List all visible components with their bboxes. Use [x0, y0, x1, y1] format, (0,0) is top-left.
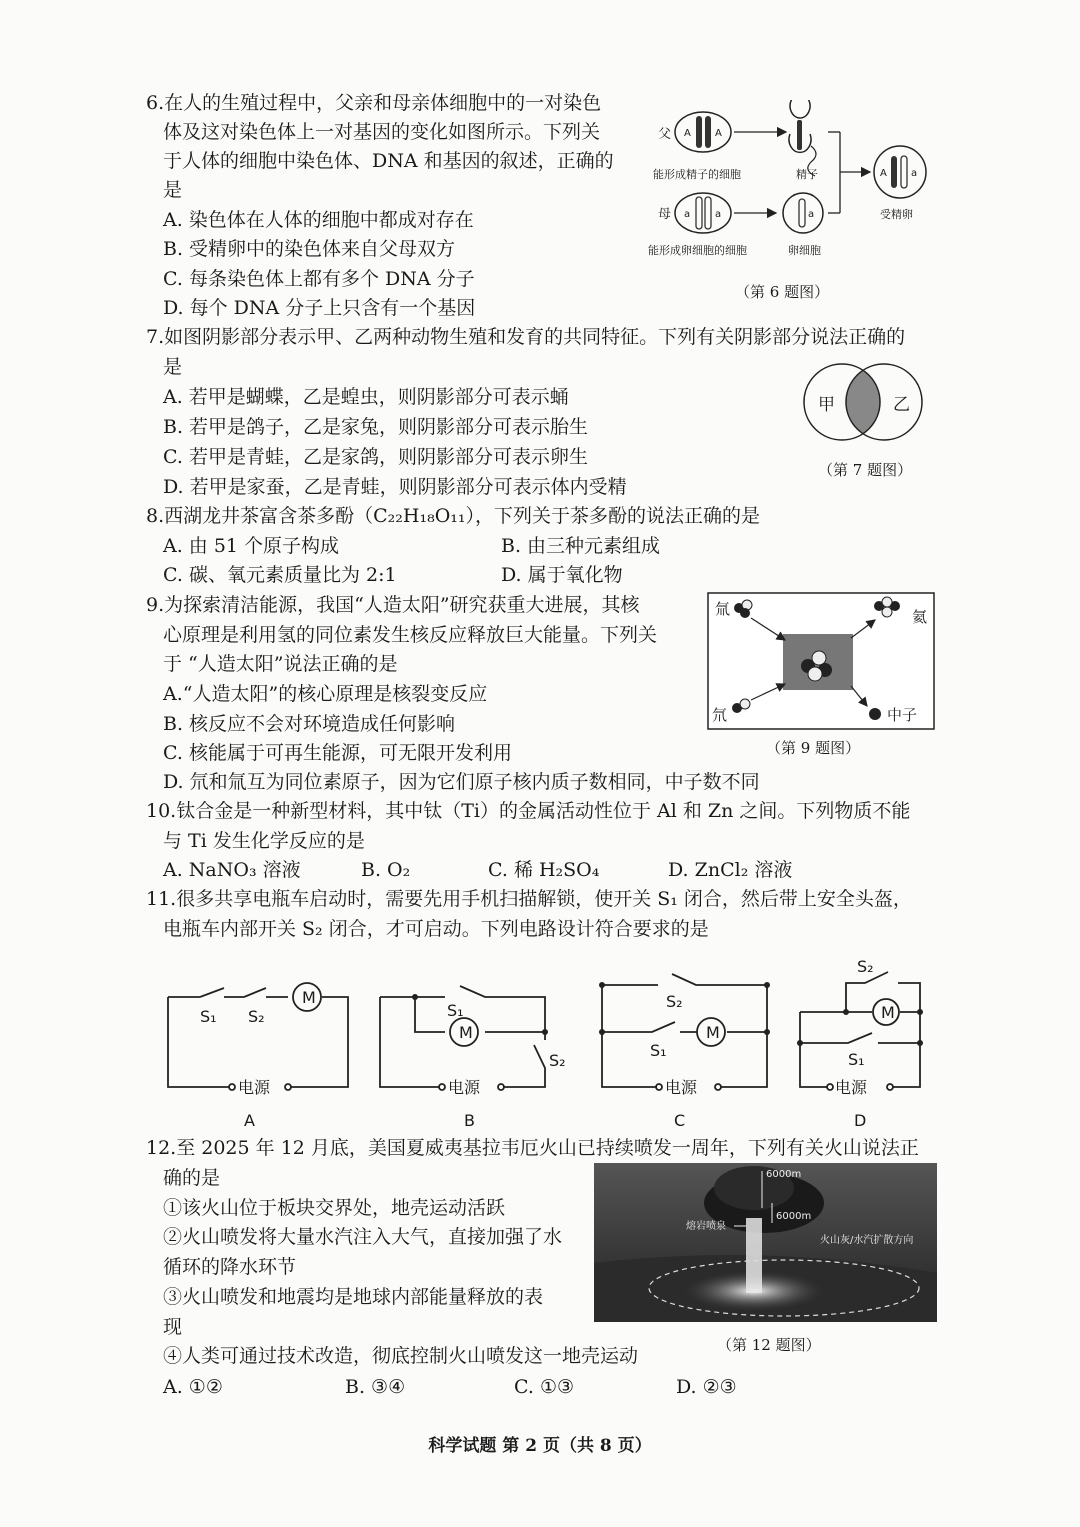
q12-lava-label: 熔岩喷泉 — [686, 1221, 726, 1232]
q9-option-d: D. 氘和氚互为同位素原子，因为它们原子核内质子数相同，中子数不同 — [163, 771, 760, 793]
q9-fusion-figure — [707, 592, 935, 730]
q12-line: 12.至 2025 年 12 月底，美国夏威夷基拉韦厄火山已持续喷发一周年，下列有关火山说法正 — [146, 1137, 919, 1159]
q6-mother-label: 母 — [658, 207, 672, 222]
q9-option-c: C. 核能属于可再生能源，可无限开发利用 — [163, 742, 512, 764]
q7-line: 7.如图阴影部分表示甲、乙两种动物生殖和发育的共同特征。下列有关阴影部分说法正确的 — [146, 326, 906, 348]
q11-b-s1: S₁ — [447, 1001, 464, 1020]
q10-option-b: B. O₂ — [361, 859, 411, 881]
q8-option-b: B. 由三种元素组成 — [501, 535, 661, 557]
q12-option-b: B. ③④ — [345, 1376, 406, 1398]
q6-sperm-label: 精子 — [796, 168, 818, 181]
q8-option-c: C. 碳、氧元素质量比为 2:1 — [163, 564, 397, 586]
q6-father-label: 父 — [658, 127, 672, 142]
q12-lava-fountain — [746, 1218, 762, 1293]
q12-statement-2: ②火山喷发将大量水汽注入大气，直接加强了水 — [163, 1226, 563, 1248]
gene-label: a — [808, 209, 815, 220]
q10-option-d: D. ZnCl₂ 溶液 — [668, 859, 793, 881]
q11-choice-d: D — [854, 1111, 867, 1130]
q9-helium-label: 氦 — [912, 608, 928, 626]
q9-line: 9.为探索清洁能源，我国“人造太阳”研究获重大进展，其核 — [146, 594, 640, 616]
q12-statement-1: ①该火山位于板块交界处，地壳运动活跃 — [163, 1197, 506, 1219]
q11-a-s1: S₁ — [200, 1007, 217, 1026]
q9-neutron-label: 中子 — [887, 706, 918, 724]
q7-option-a: A. 若甲是蝴蝶，乙是蝗虫，则阴影部分可表示蛹 — [163, 386, 569, 408]
q11-choice-c: C — [674, 1111, 686, 1130]
q11-b-source: 电源 — [448, 1078, 481, 1097]
q9-deuterium-label: 氘 — [712, 706, 728, 724]
q11-c-s2: S₂ — [666, 992, 683, 1011]
q11-choice-a: A — [244, 1111, 255, 1130]
q12-volcano-photo — [594, 1163, 937, 1322]
q11-choice-b: B — [464, 1111, 475, 1130]
q12-statement-3-cont: 现 — [163, 1316, 183, 1338]
q11-d-s2: S₂ — [857, 957, 874, 976]
q12-option-c: C. ①③ — [514, 1376, 575, 1398]
q11-circuits — [160, 950, 950, 1130]
q12-ash-label: 火山灰/水汽扩散方向 — [820, 1235, 914, 1246]
q6-option-b: B. 受精卵中的染色体来自父母双方 — [163, 238, 456, 260]
gene-label: a — [715, 209, 722, 220]
q6-chromosome-figure — [648, 100, 938, 270]
q12-line: 确的是 — [163, 1167, 221, 1189]
q8-option-d: D. 属于氧化物 — [501, 564, 623, 586]
q9-option-b: B. 核反应不会对环境造成任何影响 — [163, 713, 456, 735]
q7-venn-diagram — [796, 360, 931, 445]
page-footer: 科学试题 第 2 页（共 8 页） — [428, 1436, 652, 1456]
q9-caption: （第 9 题图） — [766, 739, 861, 757]
q10-option-c: C. 稀 H₂SO₄ — [488, 859, 600, 881]
q11-b-s2: S₂ — [549, 1051, 566, 1070]
q10-option-a: A. NaNO₃ 溶液 — [163, 859, 301, 881]
q6-caption: （第 6 题图） — [735, 283, 830, 301]
q6-option-d: D. 每个 DNA 分子上只含有一个基因 — [163, 297, 476, 319]
q11-d-source: 电源 — [835, 1078, 868, 1097]
q6-option-a: A. 染色体在人体的细胞中都成对存在 — [163, 209, 474, 231]
q6-option-c: C. 每条染色体上都有多个 DNA 分子 — [163, 268, 475, 290]
q11-line: 11.很多共享电瓶车启动时，需要先用手机扫描解锁，使开关 S₁ 闭合，然后带上安全头盔， — [146, 888, 912, 910]
gene-label: A — [880, 168, 887, 179]
q6-line: 是 — [163, 179, 183, 201]
q10-line: 10.钛合金是一种新型材料，其中钛（Ti）的金属活动性位于 Al 和 Zn 之间。下列物质不能 — [146, 800, 911, 822]
q9-line: 心原理是利用氢的同位素发生核反应释放巨大能量。下列关 — [163, 624, 658, 646]
q12-statement-3: ③火山喷发和地震均是地球内部能量释放的表 — [163, 1286, 544, 1308]
gene-label: A — [715, 128, 722, 139]
q12-height-1: 6000m — [766, 1169, 802, 1180]
q6-egg-label: 卵细胞 — [788, 244, 821, 257]
q7-option-b: B. 若甲是鸽子，乙是家兔，则阴影部分可表示胎生 — [163, 416, 589, 438]
q11-b-motor: M — [459, 1023, 473, 1042]
q11-c-motor: M — [706, 1023, 720, 1042]
q12-statement-2-cont: 循环的降水环节 — [163, 1256, 297, 1278]
q6-line: 6.在人的生殖过程中，父亲和母亲体细胞中的一对染色 — [146, 92, 602, 114]
gene-label: a — [911, 168, 918, 179]
q7-option-c: C. 若甲是青蛙，乙是家鸽，则阴影部分可表示卵生 — [163, 446, 588, 468]
q12-option-a: A. ①② — [163, 1376, 223, 1398]
q6-line: 于人体的细胞中染色体、DNA 和基因的叙述，正确的 — [163, 150, 614, 172]
q12-caption: （第 12 题图） — [717, 1336, 821, 1354]
q7-option-d: D. 若甲是家蚕，乙是青蛙，则阴影部分可表示体内受精 — [163, 476, 627, 498]
q6-sperm-cell-label: 能形成精子的细胞 — [653, 168, 741, 181]
q11-a-s2: S₂ — [248, 1007, 265, 1026]
q6-egg-cell-label: 能形成卵细胞的细胞 — [648, 244, 747, 257]
q12-option-d: D. ②③ — [676, 1376, 737, 1398]
q7-label-jia: 甲 — [818, 395, 835, 415]
gene-label: A — [684, 128, 691, 139]
q7-line: 是 — [163, 356, 183, 378]
q11-line: 电瓶车内部开关 S₂ 闭合，才可启动。下列电路设计符合要求的是 — [163, 918, 709, 940]
q12-height-2: 6000m — [776, 1211, 812, 1222]
q12-statement-4: ④人类可通过技术改造，彻底控制火山喷发这一地壳运动 — [163, 1345, 639, 1367]
q9-line: 于 “人造太阳”说法正确的是 — [163, 653, 398, 675]
q8-option-a: A. 由 51 个原子构成 — [163, 535, 340, 557]
q11-d-s1: S₁ — [848, 1050, 865, 1069]
q11-a-source: 电源 — [238, 1078, 271, 1097]
q11-c-source: 电源 — [665, 1078, 698, 1097]
q6-line: 体及这对染色体上一对基因的变化如图所示。下列关 — [163, 121, 601, 143]
q6-zygote-label: 受精卵 — [880, 208, 913, 221]
q10-line: 与 Ti 发生化学反应的是 — [163, 830, 365, 852]
q9-tritium-label: 氚 — [715, 600, 731, 618]
q11-d-motor: M — [881, 1003, 895, 1022]
q11-c-s1: S₁ — [650, 1041, 667, 1060]
q8-line: 8.西湖龙井茶富含茶多酚（C₂₂H₁₈O₁₁），下列关于茶多酚的说法正确的是 — [146, 505, 761, 527]
q7-caption: （第 7 题图） — [818, 461, 913, 479]
q11-a-motor: M — [302, 988, 316, 1007]
q9-option-a: A.“人造太阳”的核心原理是核裂变反应 — [163, 683, 488, 705]
q7-label-yi: 乙 — [893, 395, 910, 415]
gene-label: a — [684, 209, 691, 220]
